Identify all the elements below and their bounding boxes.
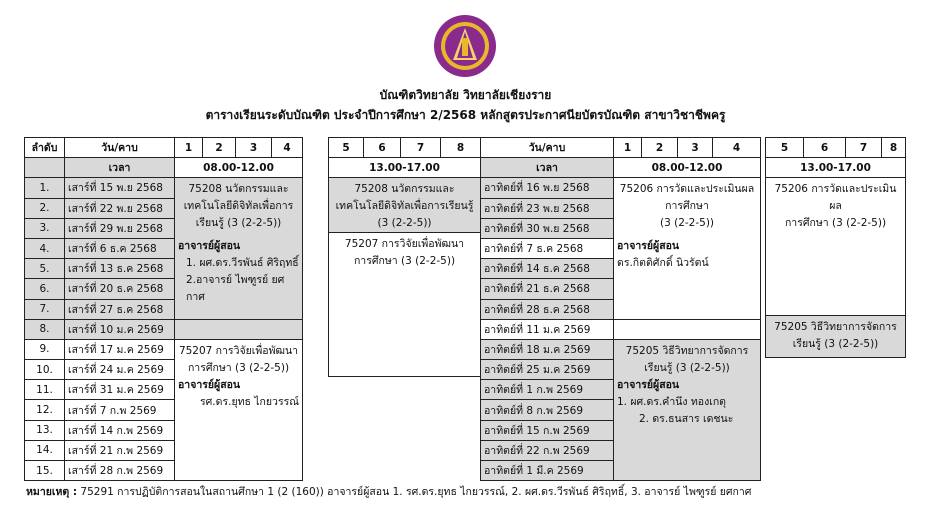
row-date: เสาร์ที่ 27 ธ.ค 2568 [65, 299, 175, 319]
period-8: 8 [441, 138, 481, 158]
advisor-name: 1. ผศ.ดร.คำนึง ทองเกตุ [617, 395, 726, 408]
time-afternoon: 13.00-17.00 [766, 158, 906, 178]
course-line: เรียนรู้ (3 (2-2-5)) [792, 338, 879, 351]
advisor-label: อาจารย์ผู้สอน [617, 378, 680, 391]
course-line: (3 (2-2-5)) [377, 217, 432, 230]
empty-slot [175, 319, 303, 339]
time-morning: 08.00-12.00 [175, 158, 303, 178]
row-no: 2. [25, 198, 65, 218]
row-no: 10. [25, 360, 65, 380]
course-line: การศึกษา (3 (2-2-5)) [187, 361, 290, 374]
col-day: วัน/คาบ [481, 138, 614, 158]
course-line: เทคโนโลยีดิจิทัลเพื่อการเรียนรู้ [335, 200, 474, 213]
row-no: 8. [25, 319, 65, 339]
period-4: 4 [713, 138, 761, 158]
course-line: 75206 การวัดและประเมินผล [774, 183, 897, 213]
row-date: อาทิตย์ที่ 18 ม.ค 2569 [481, 339, 614, 359]
row-no: 1. [25, 178, 65, 198]
page-subtitle: ตารางเรียนระดับบัณฑิต ประจำปีการศึกษา 2/2568 หลักสูตรประกาศนียบัตรบัณฑิต สาขาวิชาชีพครู [205, 108, 726, 122]
period-5: 5 [329, 138, 364, 158]
university-logo [433, 14, 497, 78]
advisor-label: อาจารย์ผู้สอน [617, 240, 680, 253]
course-line: 75208 นวัตกรรมและ [188, 183, 289, 196]
row-no: 4. [25, 238, 65, 258]
saturday-afternoon-table [328, 137, 481, 377]
advisor-name: ดร.กิตติศักดิ์ นิวรัตน์ [617, 257, 709, 270]
row-date: เสาร์ที่ 7 ก.พ 2569 [65, 400, 175, 420]
course-block-75208-am [175, 178, 303, 319]
page-title: บัณฑิตวิทยาลัย วิทยาลัยเชียงราย [379, 88, 552, 102]
row-date: เสาร์ที่ 10 ม.ค 2569 [65, 319, 175, 339]
advisor-name: รศ.ดร.ยุทธ ไกยวรรณ์ [200, 395, 299, 408]
row-date: เสาร์ที่ 24 ม.ค 2569 [65, 360, 175, 380]
row-date: เสาร์ที่ 14 ก.พ 2569 [65, 420, 175, 440]
course-block-75207-am [175, 339, 303, 480]
time-afternoon: 13.00-17.00 [329, 158, 481, 178]
course-line: 75205 วิธีวิทยาการจัดการ [625, 344, 749, 357]
advisor-name: 1. ผศ.ดร.วีรพันธ์ ศิริฤทธิ์ [186, 257, 299, 270]
period-2: 2 [203, 138, 236, 158]
course-block-75208-pm [329, 178, 481, 233]
course-line: 75205 วิธีวิทยาการจัดการ [774, 321, 897, 334]
course-block-75207-pm [329, 233, 481, 377]
row-date: เสาร์ที่ 29 พ.ย 2568 [65, 218, 175, 238]
footnote [26, 483, 751, 500]
period-6: 6 [364, 138, 401, 158]
row-no: 12. [25, 400, 65, 420]
period-7: 7 [846, 138, 882, 158]
course-line: 75207 การวิจัยเพื่อพัฒนา [344, 238, 465, 251]
course-line: เรียนรู้ (3 (2-2-5)) [195, 217, 282, 230]
period-2: 2 [642, 138, 678, 158]
row-no: 6. [25, 279, 65, 299]
row-no: 15. [25, 461, 65, 481]
row-date: อาทิตย์ที่ 16 พ.ย 2568 [481, 178, 614, 198]
row-no: 14. [25, 440, 65, 460]
col-day: วัน/คาบ [65, 138, 175, 158]
sunday-afternoon-table [765, 137, 906, 358]
row-date: อาทิตย์ที่ 25 ม.ค 2569 [481, 360, 614, 380]
advisor-name: 2.อาจารย์ ไพฑูรย์ ยศกาศ [186, 274, 285, 304]
row-date: อาทิตย์ที่ 1 ก.พ 2569 [481, 380, 614, 400]
course-line: 75206 การวัดและประเมินผล [619, 183, 755, 196]
row-date: เสาร์ที่ 15 พ.ย 2568 [65, 178, 175, 198]
row-date: เสาร์ที่ 17 ม.ค 2569 [65, 339, 175, 359]
row-no: 7. [25, 299, 65, 319]
row-date: เสาร์ที่ 6 ธ.ค 2568 [65, 238, 175, 258]
period-8: 8 [882, 138, 906, 158]
course-line: (3 (2-2-5)) [659, 217, 715, 230]
row-date: อาทิตย์ที่ 21 ธ.ค 2568 [481, 279, 614, 299]
advisor-name: 2. ดร.ธนสาร เดชนะ [639, 412, 734, 425]
period-1: 1 [175, 138, 203, 158]
period-7: 7 [401, 138, 441, 158]
row-no: 13. [25, 420, 65, 440]
row-date: อาทิตย์ที่ 14 ธ.ค 2568 [481, 259, 614, 279]
row-date: อาทิตย์ที่ 23 พ.ย 2568 [481, 198, 614, 218]
row-no: 9. [25, 339, 65, 359]
course-line: การศึกษา (3 (2-2-5)) [784, 217, 887, 230]
row-date: อาทิตย์ที่ 8 ก.พ 2569 [481, 400, 614, 420]
sunday-morning-table [480, 137, 761, 481]
row-no: 5. [25, 259, 65, 279]
advisor-label: อาจารย์ผู้สอน [178, 378, 241, 391]
period-3: 3 [678, 138, 713, 158]
time-morning: 08.00-12.00 [614, 158, 761, 178]
row-date: อาทิตย์ที่ 11 ม.ค 2569 [481, 319, 614, 339]
row-date: อาทิตย์ที่ 7 ธ.ค 2568 [481, 238, 614, 258]
row-no: 3. [25, 218, 65, 238]
footnote-text: 75291 การปฏิบัติการสอนในสถานศึกษา 1 (2 (160)) อาจารย์ผู้สอน 1. รศ.ดร.ยุทธ ไกยวรรณ์, 2. ผศ.ดร.วีรพันธ์ ศิริฤทธิ์, 3. อาจารย์ ไพฑูรย์ ยศกาศ [80, 486, 752, 498]
saturday-morning-table [24, 137, 303, 481]
row-date: เสาร์ที่ 21 ก.พ 2569 [65, 440, 175, 460]
course-block-75205-pm [766, 316, 906, 358]
course-line: 75208 นวัตกรรมและ [354, 183, 455, 196]
row-no: 11. [25, 380, 65, 400]
period-6: 6 [804, 138, 846, 158]
period-1: 1 [614, 138, 642, 158]
footnote-label: หมายเหตุ : [26, 486, 78, 498]
course-block-75206-am [614, 178, 761, 319]
col-order: ลำดับ [25, 138, 65, 158]
col-time: เวลา [481, 158, 614, 178]
course-block-75205-am [614, 339, 761, 480]
course-line: 75207 การวิจัยเพื่อพัฒนา [178, 344, 299, 357]
empty-slot [614, 319, 761, 339]
course-line: เรียนรู้ (3 (2-2-5)) [644, 361, 730, 374]
row-date: เสาร์ที่ 22 พ.ย 2568 [65, 198, 175, 218]
row-date: อาทิตย์ที่ 30 พ.ย 2568 [481, 218, 614, 238]
advisor-label: อาจารย์ผู้สอน [178, 240, 241, 253]
row-date: อาทิตย์ที่ 15 ก.พ 2569 [481, 420, 614, 440]
period-5: 5 [766, 138, 804, 158]
course-line: การศึกษา [665, 200, 709, 213]
row-date: เสาร์ที่ 31 ม.ค 2569 [65, 380, 175, 400]
col-time: เวลา [65, 158, 175, 178]
row-date: อาทิตย์ที่ 1 มี.ค 2569 [481, 461, 614, 481]
row-date: เสาร์ที่ 13 ธ.ค 2568 [65, 259, 175, 279]
period-4: 4 [272, 138, 303, 158]
empty-cell [25, 158, 65, 178]
row-date: เสาร์ที่ 20 ธ.ค 2568 [65, 279, 175, 299]
period-3: 3 [236, 138, 272, 158]
row-date: อาทิตย์ที่ 22 ก.พ 2569 [481, 440, 614, 460]
row-date: อาทิตย์ที่ 28 ธ.ค 2568 [481, 299, 614, 319]
row-date: เสาร์ที่ 28 ก.พ 2569 [65, 461, 175, 481]
course-line: การศึกษา (3 (2-2-5)) [353, 255, 456, 268]
course-line: เทคโนโลยีดิจิทัลเพื่อการ [183, 200, 294, 213]
course-block-75206-pm [766, 178, 906, 316]
